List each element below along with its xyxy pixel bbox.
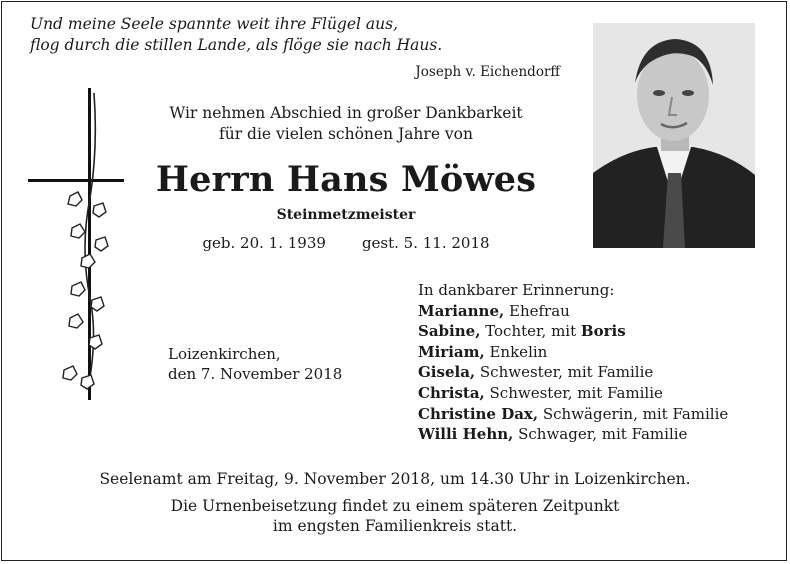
mourner-relation: Schwester, mit Familie (484, 383, 663, 402)
mourner-relation: Schwager, mit Familie (513, 425, 688, 444)
cross-ivy-icon (24, 88, 124, 412)
mourner-entry (418, 301, 728, 322)
mourner-entry (418, 404, 728, 425)
mourner-entry (418, 362, 728, 383)
birth-date: geb. 20. 1. 1939 (202, 234, 326, 252)
mourner-entry (418, 321, 728, 342)
mourner-entry (418, 424, 728, 445)
mourner-name: Marianne, (418, 301, 505, 320)
poem-line-2: flog durch die stillen Lande, als flöge sie nach Haus. (30, 36, 443, 54)
death-date: gest. 5. 11. 2018 (361, 234, 490, 252)
mourner-name: Christa, (418, 383, 485, 402)
intro-line-2: für die vielen schönen Jahre von (219, 125, 473, 143)
deceased-name: Herrn Hans Möwes (155, 159, 537, 200)
mourner-name: Christine Dax, (418, 404, 539, 423)
burial-line-1: Die Urnenbeisetzung findet zu einem späteren Zeitpunkt (170, 497, 620, 515)
place: Loizenkirchen, (168, 345, 281, 363)
poem-line-1: Und meine Seele spannte weit ihre Flügel aus, (30, 15, 399, 33)
mourner-relation: Schwägerin, mit Familie (538, 404, 729, 423)
intro-line-1: Wir nehmen Abschied in großer Dankbarkeit (169, 104, 523, 122)
notice-date: den 7. November 2018 (168, 365, 343, 383)
mourner-name: Willi Hehn, (418, 425, 514, 444)
mourner-relation: Ehefrau (504, 301, 570, 320)
poem (30, 14, 442, 56)
mourners-heading: In dankbarer Erinnerung: (418, 281, 615, 299)
memorial-service-text: Seelenamt am Freitag, 9. November 2018, um 14.30 Uhr in Loizenkirchen. (99, 470, 691, 488)
mourner-entry (418, 383, 728, 404)
poem-author: Joseph v. Eichendorff (415, 64, 560, 80)
mourner-entry (418, 342, 728, 363)
burial-text (0, 496, 790, 536)
mourner-relation: Enkelin (484, 342, 548, 361)
place-date (168, 344, 342, 384)
mourner-partner-name: Boris (580, 322, 626, 341)
mourners-list (418, 280, 728, 445)
life-dates (130, 234, 562, 252)
mourner-relation: Tochter, mit (480, 322, 581, 341)
mourner-name: Sabine, (418, 322, 481, 341)
mourner-name: Gisela, (418, 363, 476, 382)
intro-text (130, 103, 562, 145)
mourner-name: Miriam, (418, 342, 485, 361)
deceased-profession: Steinmetzmeister (276, 207, 416, 223)
burial-line-2: im engsten Familienkreis statt. (272, 517, 518, 535)
portrait-photo (593, 23, 755, 248)
mourner-relation: Schwester, mit Familie (475, 363, 654, 382)
